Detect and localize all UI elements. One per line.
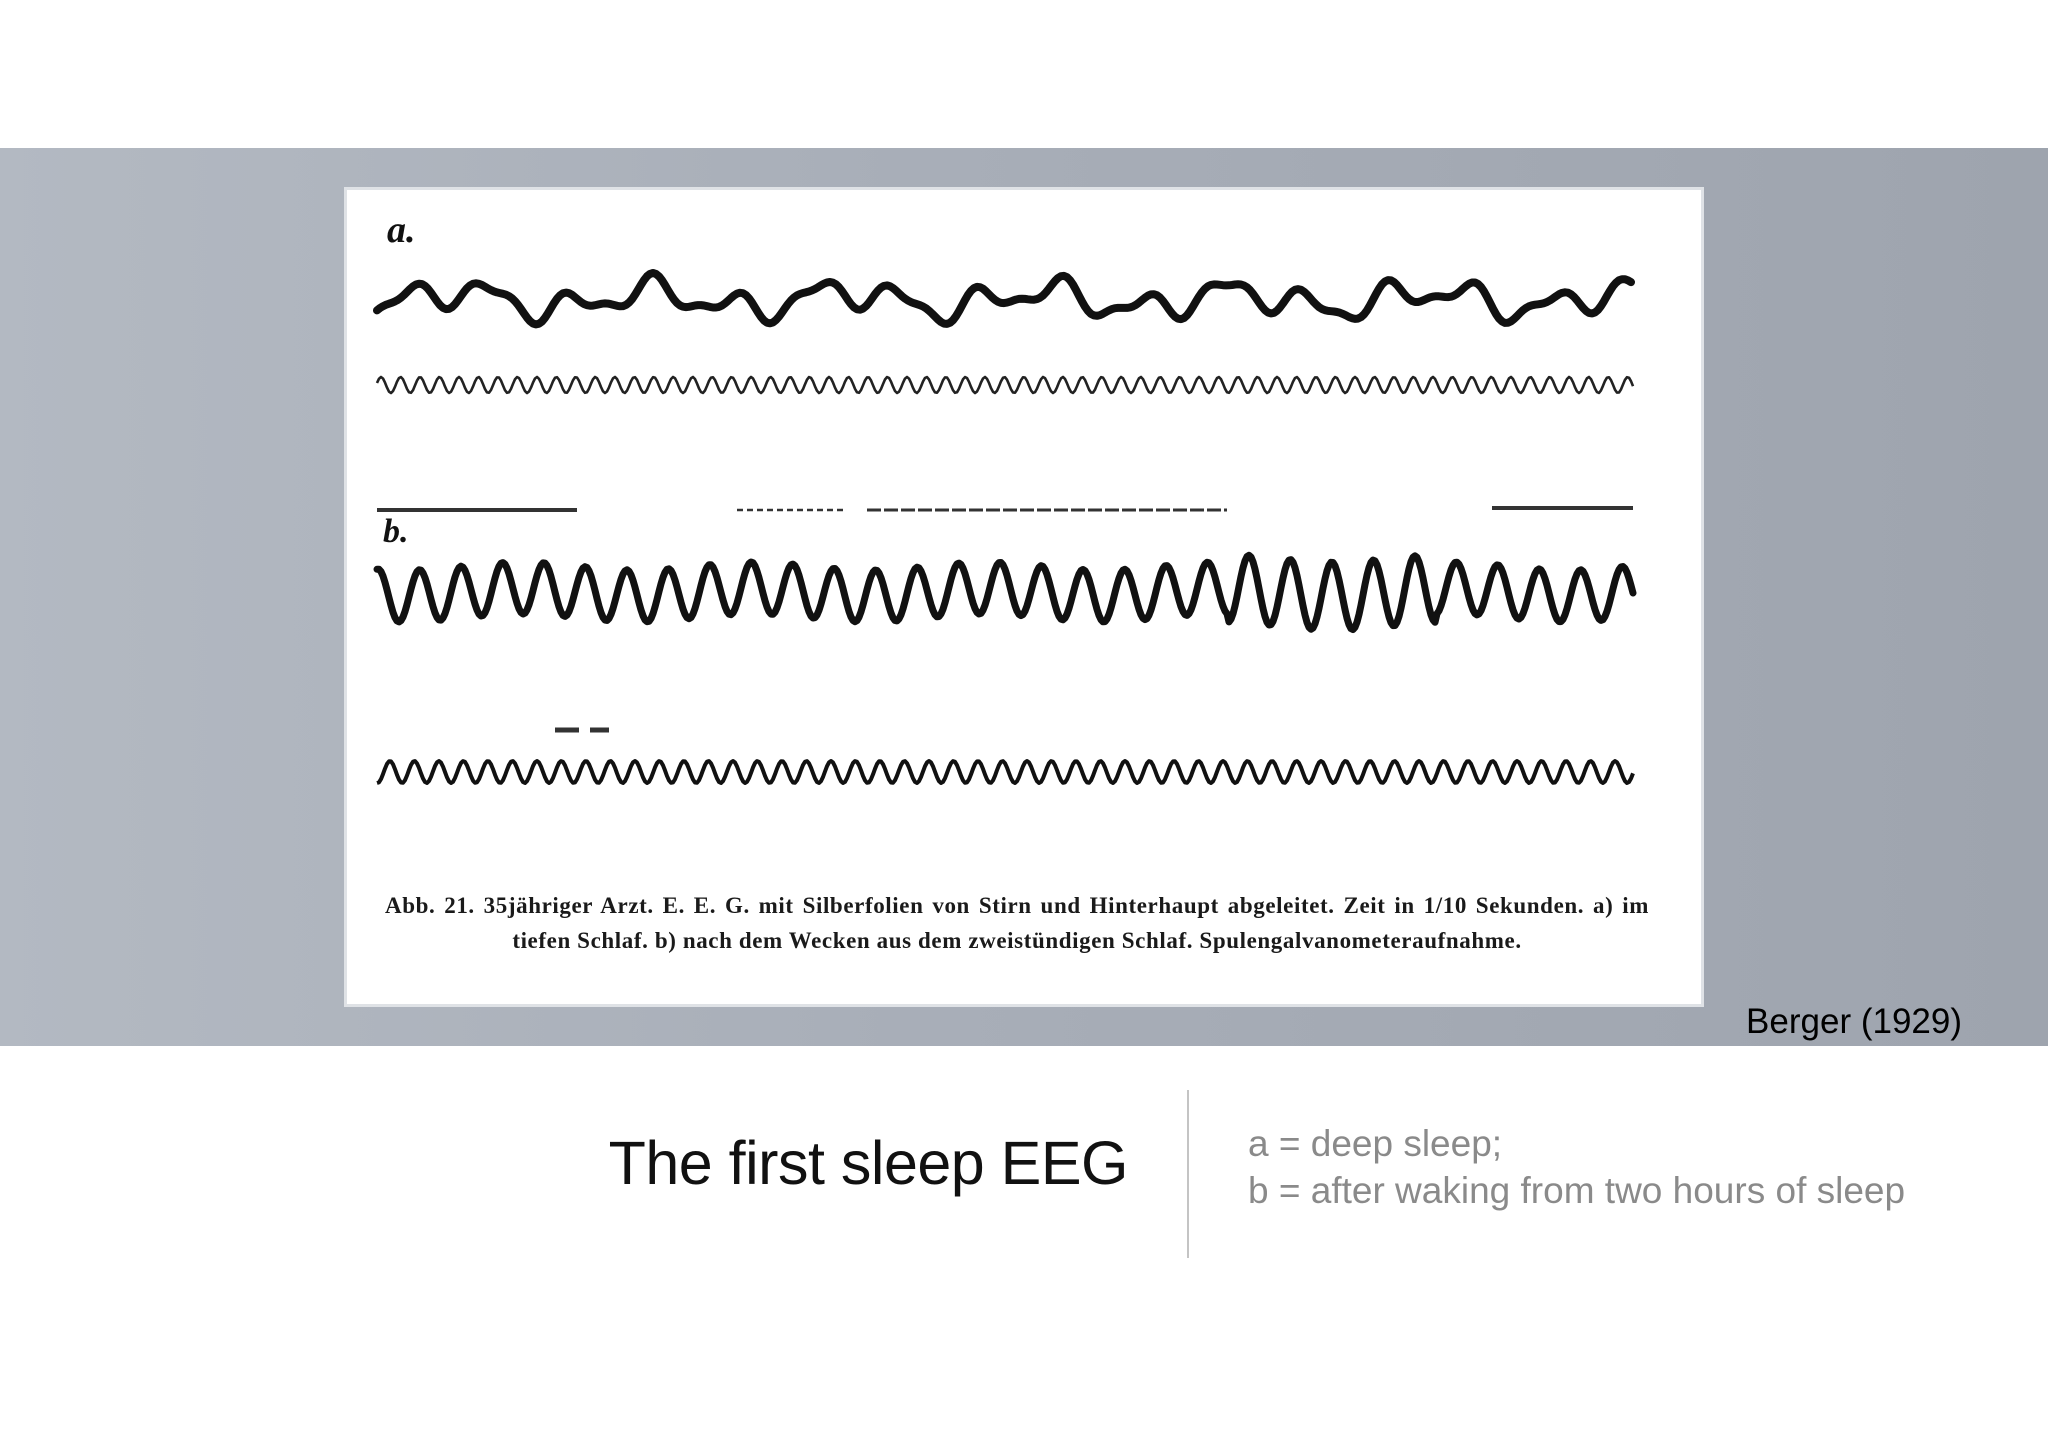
eeg-trace-a xyxy=(377,273,1631,324)
legend-a: a = deep sleep; xyxy=(1248,1123,1503,1164)
panel-a-label: a. xyxy=(387,209,416,251)
figure-caption: Abb. 21. 35jähriger Arzt. E. E. G. mit Silberfolien von Stirn und Hinterhaupt abgeleitet. Zeit in 1/10 Sekunden. a) im tiefen Schlaf. b) nach dem Wecken aus dem zweistündigen Schlaf. Spulengalvanometeraufnahme. xyxy=(385,893,1649,953)
source-credit: Berger (1929) xyxy=(1746,1002,1962,1041)
slide-title: The first sleep EEG xyxy=(608,1129,1128,1197)
eeg-figure xyxy=(344,187,1704,1007)
legend xyxy=(1248,1120,1905,1214)
time-trace-a xyxy=(377,377,1633,393)
panel-b-label: b. xyxy=(383,513,409,550)
eeg-trace-b xyxy=(377,555,1633,629)
marker-lines-b xyxy=(377,508,1633,510)
legend-b: b = after waking from two hours of sleep xyxy=(1248,1170,1906,1211)
time-trace-b xyxy=(377,761,1633,783)
eeg-traces xyxy=(347,190,1701,1004)
divider xyxy=(1187,1090,1189,1258)
